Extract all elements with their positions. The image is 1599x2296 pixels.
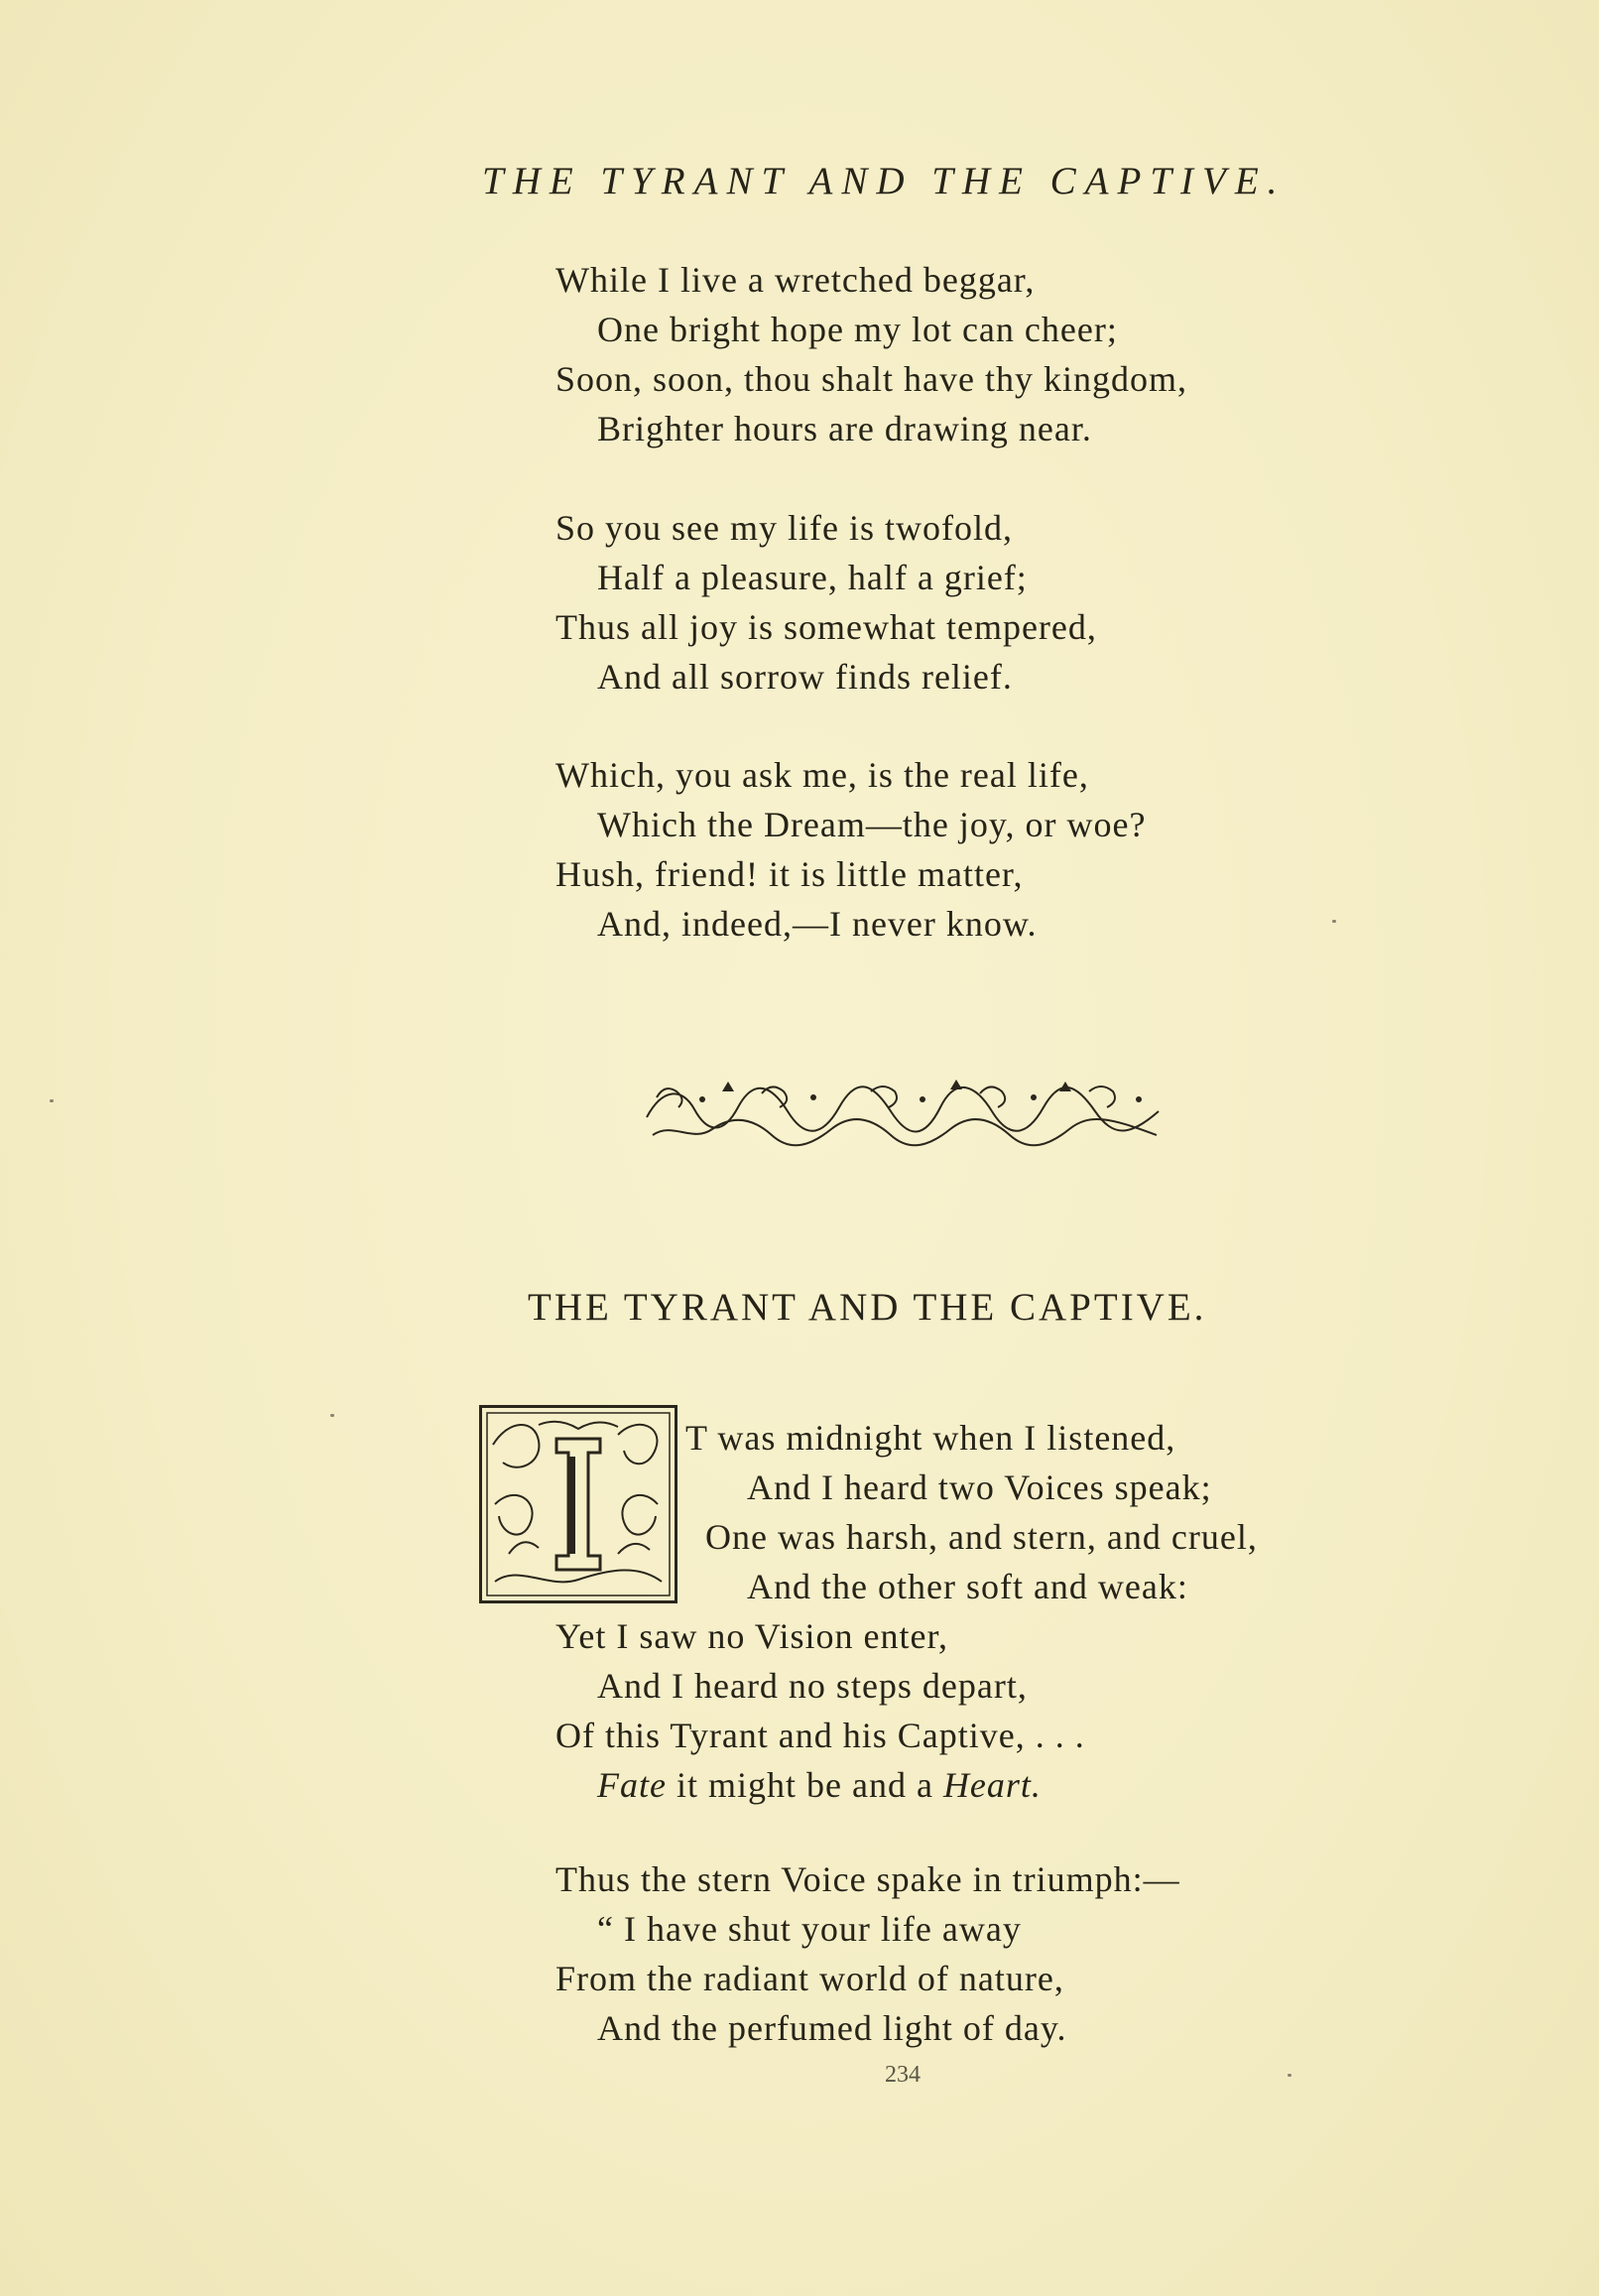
verse-line: T was midnight when I listened, bbox=[685, 1418, 1176, 1458]
verse-line: And I heard no steps depart, bbox=[597, 1666, 1028, 1706]
verse-line: Soon, soon, thou shalt have thy kingdom, bbox=[555, 359, 1187, 399]
verse-line: And I heard two Voices speak; bbox=[747, 1467, 1212, 1507]
decorative-ornament bbox=[643, 1078, 1165, 1147]
stanza-3 bbox=[555, 750, 1146, 949]
verse-line: While I live a wretched beggar, bbox=[555, 260, 1036, 300]
verse-line: Of this Tyrant and his Captive, . . . bbox=[555, 1716, 1085, 1755]
line-middle: it might be and a bbox=[666, 1765, 943, 1805]
verse-line: Yet I saw no Vision enter, bbox=[555, 1616, 949, 1656]
italic-heart: Heart. bbox=[942, 1765, 1042, 1805]
verse-line: And the other soft and weak: bbox=[747, 1567, 1188, 1606]
verse-line: Thus the stern Voice spake in triumph:— bbox=[555, 1859, 1180, 1899]
verse-line: From the radiant world of nature, bbox=[555, 1959, 1064, 1998]
poem-stanza-2 bbox=[555, 1854, 1180, 2053]
verse-line: Which the Dream—the joy, or woe? bbox=[597, 805, 1147, 844]
poem-title: THE TYRANT AND THE CAPTIVE. bbox=[528, 1286, 1207, 1329]
verse-line: And, indeed,—I never know. bbox=[597, 904, 1038, 944]
verse-line: So you see my life is twofold, bbox=[555, 508, 1013, 548]
verse-line: One bright hope my lot can cheer; bbox=[597, 310, 1118, 349]
paper-speck bbox=[1288, 2074, 1292, 2077]
verse-line: Which, you ask me, is the real life, bbox=[555, 755, 1089, 795]
stanza-1 bbox=[555, 255, 1187, 453]
paper-speck bbox=[330, 1414, 334, 1417]
page-number: 234 bbox=[885, 2062, 921, 2088]
paper-speck bbox=[1332, 920, 1336, 923]
verse-line: One was harsh, and stern, and cruel, bbox=[705, 1517, 1258, 1557]
verse-line bbox=[555, 1760, 1258, 1810]
stanza-2 bbox=[555, 503, 1097, 702]
italic-fate: Fate bbox=[597, 1765, 667, 1805]
poem-stanza-1 bbox=[555, 1413, 1258, 1810]
drop-cap-letter: I bbox=[479, 1405, 480, 1406]
running-head: THE TYRANT AND THE CAPTIVE. bbox=[482, 160, 1287, 202]
verse-line: Thus all joy is somewhat tempered, bbox=[555, 607, 1097, 647]
paper-speck bbox=[50, 1099, 54, 1102]
verse-line: “ I have shut your life away bbox=[597, 1909, 1022, 1949]
verse-line: Brighter hours are drawing near. bbox=[597, 409, 1092, 448]
verse-line: Hush, friend! it is little matter, bbox=[555, 854, 1024, 894]
verse-line: And the perfumed light of day. bbox=[597, 2008, 1067, 2048]
verse-line: And all sorrow finds relief. bbox=[597, 657, 1013, 697]
verse-line: Half a pleasure, half a grief; bbox=[597, 558, 1028, 597]
